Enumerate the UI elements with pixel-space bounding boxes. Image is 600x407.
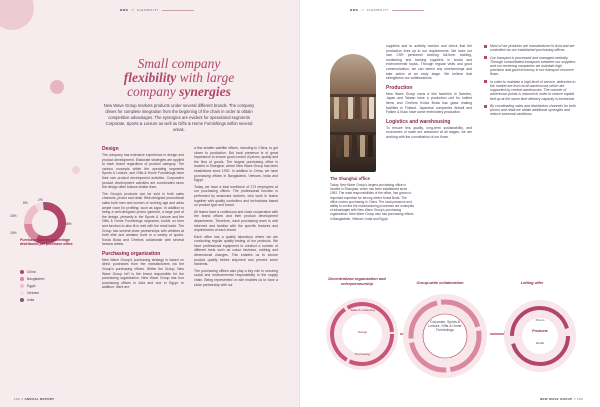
garment <box>362 97 367 119</box>
photo-caption: Today, New Wave Group's largest purchasing office is located in Shanghai, which has been established since 1992. The main responsibilities of the office, has grown to important expertise for among others Kosta Boda. The office covers purchasing in China. The local presence and ability to control the manufacturing processes are examples of advantages with New Wave Group's purchasing organization. New Wave Group also has purchasing offices in Bangladesh, Vietnam, India and Egypt. <box>330 183 414 221</box>
header-rule <box>392 10 424 11</box>
list-item <box>484 56 576 77</box>
left-footer <box>14 397 54 401</box>
legend-item <box>20 275 44 282</box>
left-ring-label: Purchasing <box>354 352 370 356</box>
production-paragraph: New Wave Group owns a few factories in Sweden, Japan and Taiwan have a production unit for knitted items and Orrefors Kosta Boda has glass making facilities in Finland. Japanese companies Ahlsell and Falken & Buck have some embroidery production. <box>386 91 472 115</box>
garment <box>334 97 339 119</box>
header-brand: BWG <box>350 8 359 12</box>
decor-circle <box>0 0 34 30</box>
bullet-marker <box>484 56 487 59</box>
garment <box>352 135 357 157</box>
production-heading: Production <box>386 84 413 91</box>
garment <box>341 97 346 119</box>
title-line-2-rest: with large <box>176 70 235 85</box>
decor-circle <box>50 80 64 94</box>
title-line-3 <box>100 85 258 99</box>
design-heading: Design <box>102 146 119 152</box>
bullet-text: In order to maintain a high level of service, deliveries to the market are from local warehouses which are supported by central warehouses. The number of warehouse points is reduced in order to reduce capital tied up at the same time delivery capacity is increased. <box>490 79 576 101</box>
list-item <box>484 80 576 101</box>
donut-label-egypt: 18% <box>10 214 17 218</box>
collaboration-center-text: Corporate, Sports & Leisure, Gifts & Home Furnishings <box>428 320 462 332</box>
list-item <box>484 44 576 52</box>
page-title <box>100 57 258 99</box>
legend-dot <box>20 284 24 288</box>
flow-heading-offer: Letting offer <box>520 280 544 285</box>
col2-paragraph-4: Each office has a quality laboratory where we are conducting regular quality testing of our products. We have professional equipment to conduct a number of different tests such as colour fastness, rubbing and dimensional changes. This enables us to secure product quality before shipment and prevent some incidents. <box>194 234 278 267</box>
garment <box>344 135 349 157</box>
purchasing-column <box>194 146 278 287</box>
decentralized-inner <box>342 314 382 354</box>
left-ring-label: Sales & marketing <box>350 308 375 312</box>
donut-label-india: 2% <box>38 198 43 202</box>
title-line-2 <box>100 71 258 85</box>
legend-dot <box>20 291 24 295</box>
footer-sep: // <box>21 397 24 401</box>
bullet-text: By coordinating sales and distribution channels for both promo and retail we obtain additional synergies and reduce seasonal variations. <box>490 104 576 117</box>
flow-diagram <box>300 280 590 390</box>
offer-inner <box>522 318 558 354</box>
legend-item <box>20 268 44 275</box>
logistics-heading: Logistics and warehousing <box>386 118 451 125</box>
offer-center-text: Products <box>532 329 548 333</box>
title-emphasis-synergies: synergies <box>179 84 231 99</box>
title-line-1: Small company <box>137 56 221 71</box>
header-sep: // <box>131 8 135 12</box>
right-footer <box>540 397 583 401</box>
design-column <box>102 146 184 290</box>
garment <box>369 97 374 119</box>
left-ring-label: Design <box>357 330 368 334</box>
legend-label: Egypt <box>27 283 36 288</box>
col3-paragraph-1: suppliers and to actively monitor and check that the production lives up to our requirements. We have our own CSR personnel working full-time: training, monitoring and training suppliers in social and environmental topics. Through regular visits and good communication, we can detect any shortcomings and take action at an early stage. We believe that strengthens our collaborations. <box>386 44 472 81</box>
col2-paragraph-1: a few smaller satellite offices, including in China, to get closer to production. But local presence is of great importance to ensure good control of prices, quality and the flow of goods. The largest purchasing office is located in Shanghai, where New Wave Group has been established since 1992. In addition to China, we have purchasing offices in Bangladesh, Vietnam, India and Egypt. <box>194 146 278 183</box>
bullet-marker <box>484 105 487 108</box>
legend-item <box>20 289 44 296</box>
bullet-text: Our transport is processed and managed centrally. Through consolidated transports between our suppliers and our receiving companies we maintain high precision and good economy in our transport resource flows. <box>490 55 576 77</box>
right-running-header <box>350 8 424 12</box>
list-item <box>484 104 576 117</box>
footer-page-number: 105 <box>577 397 583 401</box>
donut-label-vietnam: 8% <box>23 201 28 205</box>
flow-heading-decentralized: Decentralized organization and entrepreneurship <box>328 276 386 286</box>
legend-dot <box>20 298 24 302</box>
bullet-text: Most of our products are manufactured in Asia and are controlled via our established purchasing offices. <box>490 44 575 53</box>
photo-caption-heading: The Shanghai office <box>330 176 370 181</box>
donut-label-china: 58% <box>65 222 72 226</box>
decor-circle <box>72 166 80 174</box>
purchasing-paragraph-1: New Wave Group's purchasing strategy is based on direct purchases from the manufacturers via the Group's purchasing offices. Within the Group, New Wave Group Int'l is the brand responsible for the purchasing organization. New Wave Group has four purchasing offices in Asia and one in Egypt. In addition, there are <box>102 257 184 290</box>
bullet-marker <box>484 45 487 48</box>
design-paragraph-1: The company has extensive experience in design and product development. Elaborate strategies are applied to each brand regardless of product category. The various concepts within the operating segments Sports & Leisure, and Gifts & Home Furnishings have their own product development activities. Corporate's product development activities are coordinated since the design often follows similar lines. <box>102 153 184 190</box>
title-line-3-start: company <box>127 84 180 99</box>
legend-label: India <box>27 297 35 302</box>
legend-item <box>20 296 44 303</box>
key-points-list <box>484 44 576 120</box>
donut-legend <box>20 268 44 303</box>
header-rule <box>162 10 194 11</box>
donut-label-bangladesh: 16% <box>10 231 17 235</box>
left-running-header <box>120 8 194 12</box>
col2-paragraph-3: All teams have a continuous and close cooperation with the brand offices and their product development departments. Therefore, each purchasing team is well informed and familiar with the specific features and requirements of each brand. <box>194 209 278 233</box>
donut-caption: Purchase volume percentage distributed per purchase office <box>20 238 73 247</box>
header-sep: // <box>361 8 365 12</box>
legend-dot <box>20 277 24 281</box>
header-section: FLEXIBILITY <box>367 8 389 12</box>
intro-paragraph: New Wave Group markets products under several different brands. The company drives for complete integration from the beginning of the chain in order to obtain competitive advantages. The synergies are evident for operational segments Corporate, Sports & Leisure as well as Gifts & Home Furnishings within several areas. <box>103 103 255 132</box>
design-paragraph-2: The Group's products can be sold in both sales channels, promo and retail. Well-designed promotional sales both men and women of working age and allow ample room for profiling, such as logos. In addition to being a well-designed promo garment, a large part of the design, primarily in the Sports & Leisure and the Gifts & Home Furnishings segments, builds on form and function to also fit in well with the retail trade. The Group has several close partnerships with athletes at both elite and amateur level in a variety of sports. Kosta Boda and Orrefors collaborate with several famous artists. <box>102 191 184 247</box>
garment <box>360 135 365 157</box>
title-emphasis-flexibility: flexibility <box>123 70 177 85</box>
logistics-paragraph: To ensure this quality, long-term sustainability, and economies of scale are advanced at all stages, we are working with the coordination of our flows. <box>386 125 472 139</box>
garment <box>368 135 373 157</box>
production-column <box>386 44 472 140</box>
col2-paragraph-5: The purchasing offices also play a key role in securing social and environmental responsibility in the supply chain. Being represented on site enables us to have a close partnership with our <box>194 268 278 287</box>
footer-sep: // <box>573 397 576 401</box>
legend-label: Vietnam <box>27 290 40 295</box>
offer-ring-label: Retail <box>536 341 544 345</box>
shanghai-office-photo <box>330 54 376 172</box>
garment <box>355 97 360 119</box>
footer-label: NEW WAVE GROUP <box>540 397 573 401</box>
legend-dot <box>20 270 24 274</box>
legend-label: Bangladesh <box>27 276 45 281</box>
purchasing-heading: Purchasing organization <box>102 250 161 257</box>
flow-heading-collaboration: Group-wide collaboration <box>416 280 464 285</box>
garment <box>348 97 353 119</box>
legend-label: China <box>27 269 36 274</box>
header-brand: BWG <box>120 8 129 12</box>
garment <box>336 135 341 157</box>
header-section: FLEXIBILITY <box>137 8 159 12</box>
bullet-marker <box>484 80 487 83</box>
footer-page-number: 104 <box>14 397 20 401</box>
footer-label: ANNUAL REPORT <box>24 397 55 401</box>
col2-paragraph-2: Today, we have a total workforce of 173 employees at our purchasing offices. The professional function is performed by seasoned workers, who work in teams together with quality controllers and technicians based on product type and brand. <box>194 184 278 208</box>
offer-ring-label: Promo <box>535 318 545 322</box>
legend-item <box>20 282 44 289</box>
